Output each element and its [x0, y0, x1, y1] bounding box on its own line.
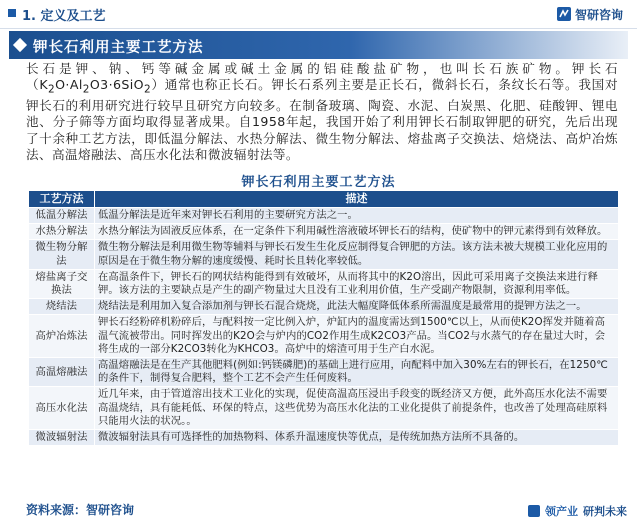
brand-name: 智研咨询 [574, 7, 623, 22]
description-cell: 低温分解法是近年来对钾长石利用的主要研究方法之一。 [95, 208, 619, 224]
method-cell: 烧结法 [29, 299, 95, 315]
table-row [29, 430, 619, 446]
description-cell: 烧结法是利用加入复合添加剂与钾长石混合烧烧，此法大幅度降低体系所需温度是最常用的提钾方法之一。 [95, 299, 619, 315]
header-method: 工艺方法 [29, 191, 95, 208]
formula-part: O·Al [55, 77, 83, 93]
formula-part: O3·6SiO [89, 77, 144, 93]
formula-part: K [39, 77, 49, 93]
table-row [29, 208, 619, 224]
slogan-part-b: 研判未来 [583, 505, 627, 518]
method-cell: 高压水化法 [29, 387, 95, 430]
description-cell: 水热分解法为固液反应体系，在一定条件下利用碱性溶液破坏钾长石的结构，使矿物中的钾元素得到有效释放。 [95, 224, 619, 240]
slogan-part-a: 领产业 [545, 505, 578, 518]
source-note: 资料来源：智研咨询 [26, 503, 135, 517]
section-banner [9, 31, 628, 59]
table-row [29, 269, 619, 298]
method-cell: 高炉冶炼法 [29, 315, 95, 358]
banner-title: 钾长石利用主要工艺方法 [33, 40, 204, 56]
table-title: 钾长石利用主要工艺方法 [241, 175, 396, 190]
table-row [29, 358, 619, 387]
intro-paragraph [26, 61, 618, 163]
method-cell: 熔盐离子交换法 [29, 269, 95, 298]
intro-text-a: 长石是钾、钠、钙等碱金属或碱土金属的铝硅酸盐矿物，也叫长石族矿物。钾长石（ [26, 61, 618, 93]
formula-subscript: 2 [82, 83, 90, 96]
table-row [29, 315, 619, 358]
intro-text-b: ）通常也称正长石。钾长石系列主要是正长石，微斜长石，条纹长石等。我国对钾长石的利用研究进行较早且研究方向较多。在制备玻璃、陶瓷、水泥、白炭黑、化肥、硅酸钾、锂电池、分子筛等方面均取得显著成果。自1958年起，我国开始了利用钾长石制取钾肥的研究，先后出现了十余种工艺方法，即低温分解法、水热分解法、微生物分解法、熔盐离子交换法、焙烧法、高炉冶炼法、高温熔融法、高压水化法和微波辐射法等。 [26, 77, 618, 162]
method-cell: 微生物分解法 [29, 240, 95, 269]
table-row [29, 299, 619, 315]
description-cell: 在高温条件下，钾长石的网状结构能得到有效破坏，从而将其中的K2O溶出，因此可采用离子交换法来进行释钾。该方法的主要缺点是产生的副产物量过大且没有工业利用价值，生产受副产物限制，资源利用率低。 [95, 269, 619, 298]
description-cell: 钾长石经粉碎机粉碎后，与配料按一定比例入炉，炉缸内的温度需达到1500℃以上，从而使K2O挥发并随着高温气流被带出。同时挥发出的K2O会与炉内的CO2作用生成K2CO3产品。当CO2与水蒸气的存在量过大时，会将生成的一部分K2CO3转化为KHCO3。高炉中的熔渣可用于生产白水泥。 [95, 315, 619, 358]
formula-subscript: 2 [48, 83, 56, 96]
brand-mark-icon [528, 505, 540, 517]
method-cell: 水热分解法 [29, 224, 95, 240]
process-table [28, 190, 619, 446]
table-row [29, 224, 619, 240]
section-marker-icon [8, 9, 16, 17]
section-title: 1. 定义及工艺 [22, 9, 106, 24]
table-header-row [29, 191, 619, 208]
header-description: 描述 [95, 191, 619, 208]
diamond-icon [13, 38, 27, 52]
method-cell: 高温熔融法 [29, 358, 95, 387]
method-cell: 低温分解法 [29, 208, 95, 224]
description-cell: 近几年来，由于管道溶出技术工业化的实现，促使高温高压浸出手段变的既经济又方便，此外高压水化法不需要高温烧结，具有能耗低、环保的特点，这些优势为高压水化法的工业化提供了前提条件，也改善了处理高硅原料只能用火法的状况。。 [95, 387, 619, 430]
table-row [29, 240, 619, 269]
formula-subscript: 2 [144, 83, 152, 96]
top-bar [0, 0, 637, 29]
brand [557, 5, 623, 23]
footer-slogan [528, 503, 627, 519]
brand-logo-icon [557, 7, 571, 21]
description-cell: 高温熔融法是在生产其他肥料(例如:钙镁磷肥)的基础上进行应用，向配料中加入30%左右的钾长石，在1250℃的条件下，制得复合肥料，整个工艺不会产生任何废料。 [95, 358, 619, 387]
table-row [29, 387, 619, 430]
description-cell: 微波辐射法具有可选择性的加热物料、体系升温速度快等优点，是传统加热方法所不具备的。 [95, 430, 619, 446]
method-cell: 微波辐射法 [29, 430, 95, 446]
description-cell: 微生物分解法是利用微生物等辅料与钾长石发生生化反应制得复合钾肥的方法。该方法未被大规模工业化应用的原因是在于微生物分解的速度缓慢、耗时长且转化率较低。 [95, 240, 619, 269]
